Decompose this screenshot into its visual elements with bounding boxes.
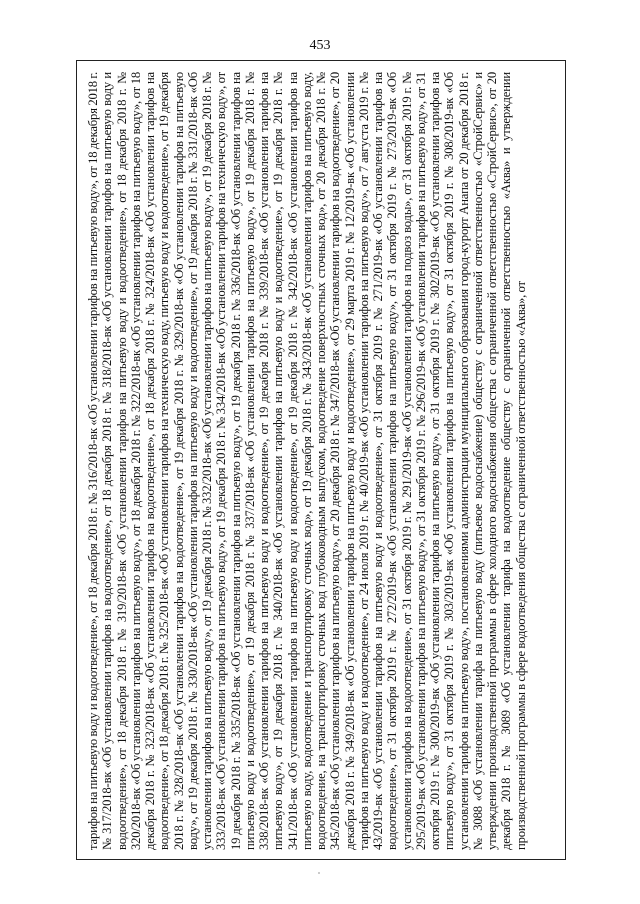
rotated-text-block xyxy=(82,66,562,856)
body-paragraph: тарифов на питьевую воду и водоотведение», от 18 декабря 2018 г. № 316/2018-вк «Об установлении тарифов на питьевую воду», от 18 декабря 2018 г. № 317/2018-вк «Об установлении тарифов на водоотведение», от 18 декабря 2018 г. № 318/2018-вк «Об установлении тарифов на питьевую воду и водоотведение», от 18 декабря 2018 г. № 319/2018-вк «Об установлении тарифов на питьевую воду и водоотведение», от 18 декабря 2018 г. № 320/2018-вк «Об установлении тарифов на питьевую воду», от 18 декабря 2018 г. № 322/2018-вк «Об установлении тарифов на питьевую воду», от 18 декабря 2018 г. № 323/2018-вк «Об установлении тарифов на водоотведение», от 18 декабря 2018 г. № 324/2018-вк «Об установлении тарифов на водоотведение», от 18 декабря 2018 г. № 325/2018-вк «Об установлении тарифов на техническую воду, питьевую воду и водоотведение», от 19 декабря 2018 г. № 328/2018-вк «Об установлении тарифов на водоотведение», от 19 декабря 2018 г. № 329/2018-вк «Об установлении тарифов на питьевую воду», от 19 декабря 2018 г. № 330/2018-вк «Об установлении тарифов на питьевую воду и водоотведение», от 19 декабря 2018 г. № 331/2018-вк «Об установлении тарифов на питьевую воду», от 19 декабря 2018 г. № 332/2018-вк «Об установлении тарифов на питьевую воду», от 19 декабря 2018 г. № 333/2018-вк «Об установлении тарифов на питьевую воду», от 19 декабря 2018 г. № 334/2018-вк «Об установлении тарифов на техническую воду», от 19 декабря 2018 г. № 335/2018-вк «Об установлении тарифов на питьевую воду», от 19 декабря 2018 г. № 336/2018-вк «Об установлении тарифов на питьевую воду и водоотведение», от 19 декабря 2018 г. № 337/2018-вк «Об установлении тарифов на питьевую воду», от 19 декабря 2018 г. № 338/2018-вк «Об установлении тарифов на питьевую воду и водоотведение», от 19 декабря 2018 г. № 339/2018-вк «Об установлении тарифов на питьевую воду», от 19 декабря 2018 г. № 340/2018-вк «Об установлении тарифов на питьевую воду и водоотведение», от 19 декабря 2018 г. № 341/2018-вк «Об установлении тарифов на питьевую воду и водоотведение», от 19 декабря 2018 г. № 342/2018-вк «Об установлении тарифов на питьевую воду, водоотведение и транспортировку сточных вод», от 19 декабря 2018 г. № 343/2018-вк «Об установлении тарифов на питьевую воду, водоотведение, на транспортировку сточных вод глубоководным выпуском, водоотведение поверхностных сточных вод», от 20 декабря 2018 г. № 345/2018-вк «Об установлении тарифов на питьевую воду», от 20 декабря 2018 г. № 347/2018-вк «Об установлении тарифов на водоотведение», от 20 декабря 2018 г. № 349/2018-вк «Об установлении тарифов на питьевую воду и водоотведение», от 29 марта 2019 г. № 12/2019-вк «Об установлении тарифов на питьевую воду и водоотведение», от 24 июля 2019 г. № 40/2019-вк «Об установлении тарифов на питьевую воду», от 7 августа 2019 г. № 43/2019-вк «Об установлении тарифов на питьевую воду и водоотведение», от 31 октября 2019 г. № 271/2019-вк «Об установлении тарифов на водоотведение», от 31 октября 2019 г. № 272/2019-вк «Об установлении тарифов на питьевую воду», от 31 октября 2019 г. № 273/2019-вк «Об установлении тарифов на водоотведение», от 31 октября 2019 г. № 291/2019-вк «Об установлении тарифов на подвоз воды», от 31 октября 2019 г. № 295/2019-вк «Об установлении тарифов на питьевую воду», от 31 октября 2019 г. № 296/2019-вк «Об установлении тарифов на питьевую воду», от 31 октября 2019 г. № 300/2019-вк «Об установлении тарифов на питьевую воду», от 31 октября 2019 г. № 302/2019-вк «Об установлении тарифов на питьевую воду», от 31 октября 2019 г. № 303/2019-вк «Об установлении тарифов на питьевую воду», от 31 октября 2019 г. № 308/2019-вк «Об установлении тарифов на питьевую воду», постановлениями администрации муниципального образования город-курорт Анапа от 20 декабря 2018 г. № 3088 «Об установлении тарифа на питьевую воду (питьевое водоснабжение) обществу с ограниченной ответственностью «СтройСервис» и утверждении производственной программы в сфере холодного водоснабжения общества с ограниченной ответственностью «СтройСервис», от 20 декабря 2018 г. № 3089 «Об установлении тарифа на водоотведение обществу с ограниченной ответственностью «Аква» и утверждении производственной программы в сфере водоотведения общества с ограниченной ответственностью «Аква», от xyxy=(86,71,528,850)
text-frame xyxy=(76,60,566,860)
scan-speck xyxy=(318,872,320,874)
page-number: 453 xyxy=(309,38,331,53)
